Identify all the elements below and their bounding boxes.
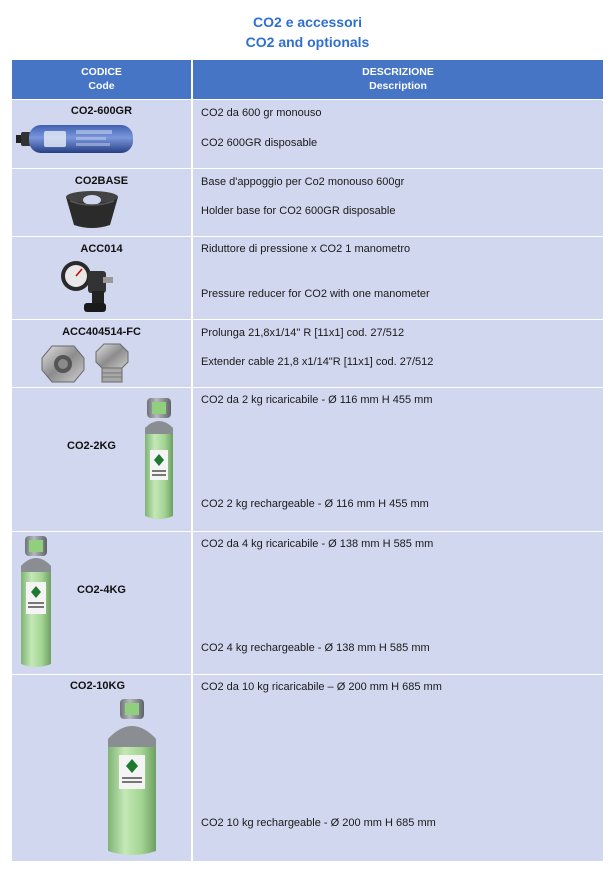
description-italian: CO2 da 10 kg ricaricabile – Ø 200 mm H 685 mm <box>201 680 442 693</box>
product-code-cell <box>12 99 192 168</box>
description-italian: Base d'appoggio per Co2 monouso 600gr <box>201 175 405 188</box>
description-english: Holder base for CO2 600GR disposable <box>201 204 396 217</box>
table-header-row <box>12 60 603 99</box>
column-header-code-it: CODICE <box>81 66 122 79</box>
description-italian: Riduttore di pressione x CO2 1 manometro <box>201 242 411 255</box>
product-code: CO2-4KG <box>77 583 126 596</box>
table-row <box>12 674 603 861</box>
product-code: ACC014 <box>80 242 123 255</box>
product-code-cell <box>12 168 192 236</box>
extender-fittings-icon <box>38 340 136 386</box>
pressure-reducer-icon <box>58 259 118 315</box>
description-english: CO2 4 kg rechargeable - Ø 138 mm H 585 mm <box>201 641 430 654</box>
product-code: CO2-10KG <box>69 679 126 692</box>
description-italian: CO2 da 2 kg ricaricabile - Ø 116 mm H 455 mm <box>201 393 433 406</box>
product-description-cell <box>192 531 603 674</box>
description-english: CO2 600GR disposable <box>201 136 318 149</box>
table-row <box>12 387 603 531</box>
description-english: Pressure reducer for CO2 with one manometer <box>201 287 430 300</box>
description-english: Extender cable 21,8 x1/14"R [11x1] cod. 27/512 <box>201 355 434 368</box>
co2-cylinder-icon <box>18 536 54 670</box>
product-description-cell <box>192 319 603 387</box>
product-code-cell <box>12 236 192 319</box>
table-row <box>12 236 603 319</box>
column-header-desc-it: DESCRIZIONE <box>362 66 434 79</box>
product-code-cell <box>12 387 192 531</box>
product-description-cell <box>192 99 603 168</box>
co2-600gr-cartridge-icon <box>16 122 138 156</box>
product-code: ACC404514-FC <box>62 325 141 338</box>
product-code: CO2-600GR <box>70 104 133 117</box>
column-header-description <box>192 60 603 99</box>
products-table <box>12 60 603 862</box>
description-english: CO2 2 kg rechargeable - Ø 116 mm H 455 mm <box>201 497 429 510</box>
page-title: CO2 e accessori <box>253 14 362 30</box>
description-italian: Prolunga 21,8x1/14" R [11x1] cod. 27/512 <box>201 326 405 339</box>
product-code: CO2BASE <box>74 174 129 187</box>
table-row <box>12 99 603 168</box>
product-description-cell <box>192 236 603 319</box>
product-code-cell <box>12 674 192 861</box>
product-code: CO2-2KG <box>67 439 116 452</box>
product-description-cell <box>192 168 603 236</box>
column-header-code-en: Code <box>88 80 115 93</box>
holder-base-icon <box>62 189 122 231</box>
table-row <box>12 319 603 387</box>
product-code-cell <box>12 531 192 674</box>
co2-cylinder-icon <box>104 699 160 859</box>
description-italian: CO2 da 600 gr monouso <box>201 106 322 119</box>
product-description-cell <box>192 674 603 861</box>
product-description-cell <box>192 387 603 531</box>
product-code-cell <box>12 319 192 387</box>
column-header-desc-en: Description <box>369 80 427 93</box>
table-row <box>12 168 603 236</box>
column-header-code <box>12 60 192 99</box>
description-english: CO2 10 kg rechargeable - Ø 200 mm H 685 mm <box>201 816 436 829</box>
table-row <box>12 531 603 674</box>
description-italian: CO2 da 4 kg ricaricabile - Ø 138 mm H 585 mm <box>201 537 434 550</box>
co2-cylinder-icon <box>140 398 178 522</box>
page-subtitle: CO2 and optionals <box>245 34 370 50</box>
